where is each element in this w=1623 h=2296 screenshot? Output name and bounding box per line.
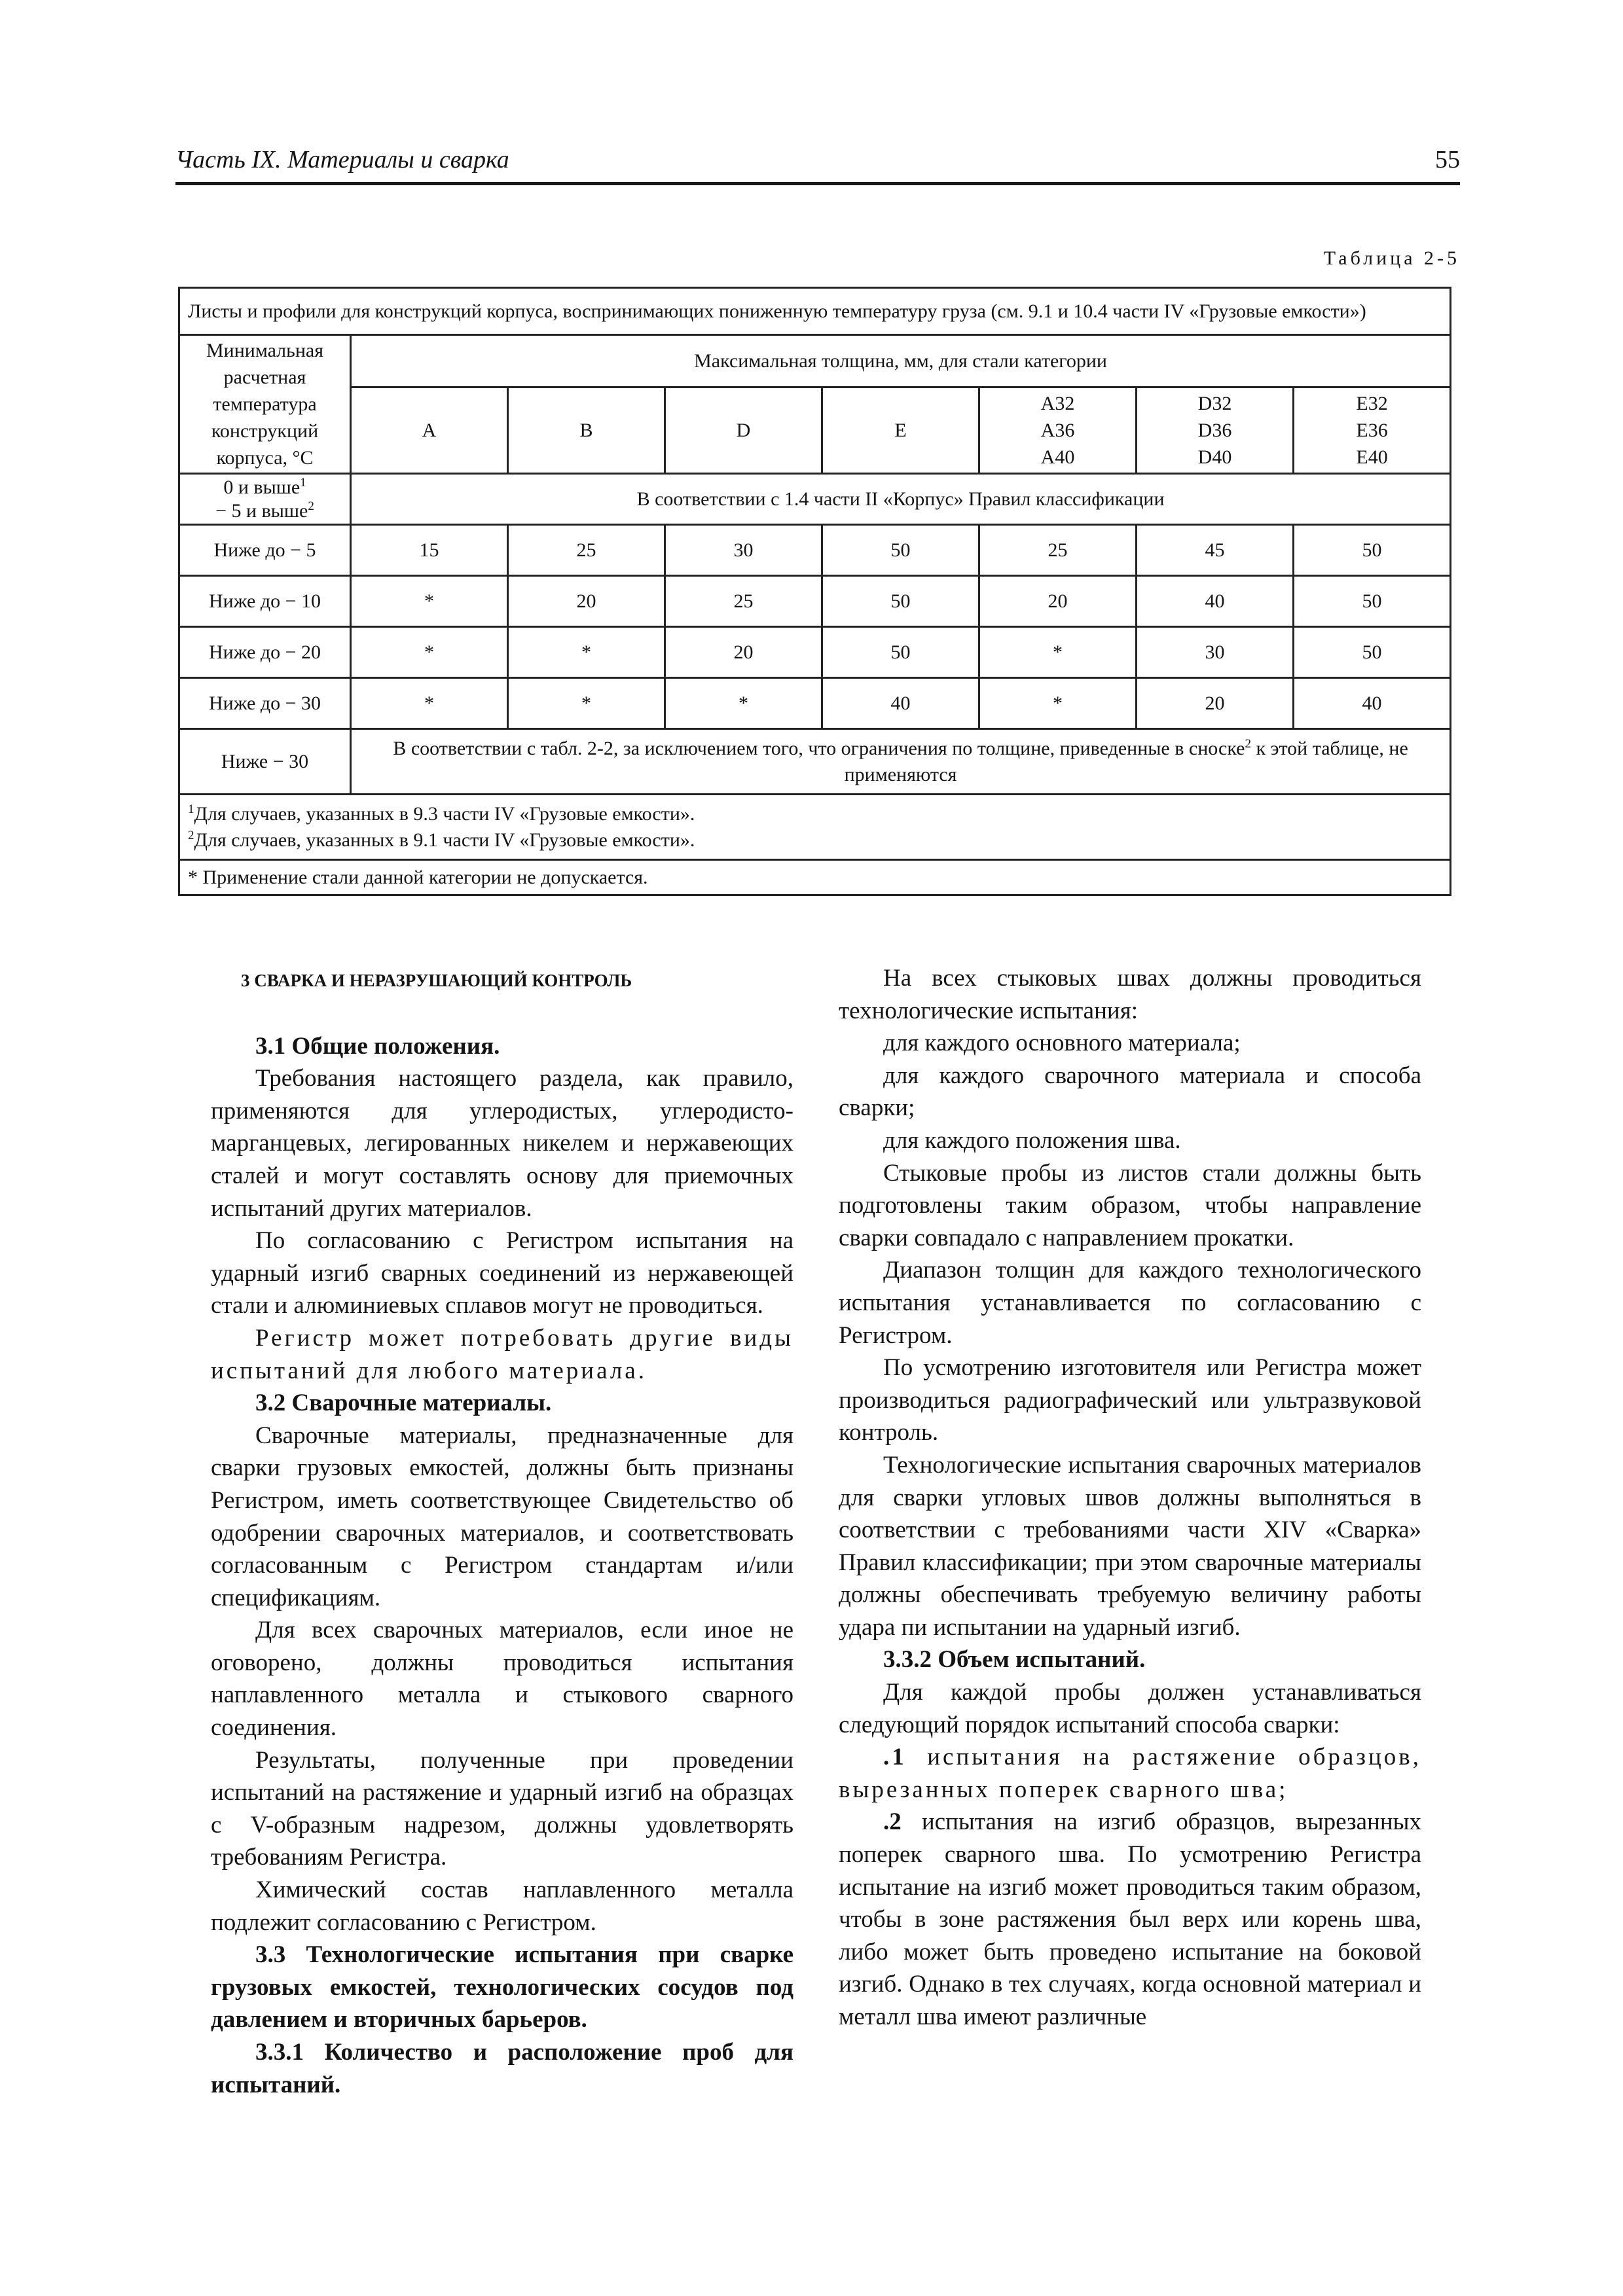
category-header-row	[179, 387, 1451, 474]
heading-3-3-1: 3.3.1 Количество и расположение проб для испытаний.	[211, 2039, 793, 2098]
paragraph: Регистр может потребовать другие виды испытаний для любого материала.	[211, 1324, 793, 1384]
paragraph: Стыковые пробы из листов стали должны быть подготовлены таким образом, чтобы направление сварки совпадало с направлением прокатки.	[839, 1159, 1421, 1251]
table-cell: 50	[1294, 525, 1451, 576]
paragraph: для каждого основного материала;	[883, 1030, 1241, 1057]
table-row	[179, 678, 1451, 729]
row-label: Ниже до − 30	[179, 678, 351, 729]
table-cell: *	[979, 678, 1137, 729]
table-cell: *	[508, 678, 665, 729]
table-title: Листы и профили для конструкций корпуса, воспринимающих пониженную температуру груза (см. 9.1 и 10.4 части IV «Грузовые емкости»)	[179, 288, 1451, 335]
table-cell: 25	[979, 525, 1137, 576]
row-label: Ниже до − 10	[179, 576, 351, 627]
table-cell: 20	[508, 576, 665, 627]
category-header: A32 A36 A40	[979, 387, 1137, 474]
paragraph: Результаты, полученные при проведении испытаний на растяжение и ударный изгиб на образцах с V-образным надрезом, должны удовлетворять требованиям Регистра.	[211, 1746, 793, 1871]
heading-3-3-2: 3.3.2 Объем испытаний.	[883, 1646, 1146, 1674]
category-header: D32 D36 D40	[1137, 387, 1294, 474]
table-cell: *	[351, 576, 508, 627]
right-column	[839, 962, 1421, 2034]
paragraph: Диапазон толщин для каждого технологического испытания устанавливается по согласованию с Регистром.	[839, 1257, 1421, 1349]
row-zero-text: В соответствии с 1.4 части II «Корпус» Правил классификации	[351, 474, 1451, 525]
table-cell: 40	[1137, 576, 1294, 627]
table-cell: 40	[1294, 678, 1451, 729]
row-last-label: Ниже − 30	[179, 729, 351, 795]
table-cell: 50	[1294, 576, 1451, 627]
table-cell: 50	[822, 576, 979, 627]
paragraph: Для всех сварочных материалов, если иное не оговорено, должны проводиться испытания наплавленного металла и стыкового сварного соединения.	[211, 1617, 793, 1742]
paragraph: Химический состав наплавленного металла подлежит согласованию с Регистром.	[211, 1876, 793, 1936]
row-label: Ниже до − 20	[179, 627, 351, 678]
table-cell: 50	[822, 627, 979, 678]
table-cell: 50	[1294, 627, 1451, 678]
paragraph: Сварочные материалы, предназначенные для сварки грузовых емкостей, должны быть признаны Регистром, иметь соответствующее Свидетельство об одобрении сварочных материалов, и соответствовать согласованным с Регистром стандартам и/или спецификациям.	[211, 1422, 793, 1611]
table-cell: 20	[665, 627, 822, 678]
heading-3-1: 3.1 Общие положения.	[255, 1032, 500, 1060]
table-cell: *	[665, 678, 822, 729]
heading-3-2: 3.2 Сварочные материалы.	[255, 1390, 552, 1417]
table-cell: *	[508, 627, 665, 678]
table-cell: *	[351, 678, 508, 729]
table-cell: *	[351, 627, 508, 678]
table-row	[179, 576, 1451, 627]
category-header: D	[665, 387, 822, 474]
table-cell: 20	[979, 576, 1137, 627]
page-number: 55	[1435, 146, 1460, 173]
row-last-text: В соответствии с табл. 2-2, за исключением того, что ограничения по толщине, приведенные в сноске$^2$ к этой таблице, не применяются	[351, 729, 1451, 795]
table-cell: 25	[665, 576, 822, 627]
footnotes-cell: $^1$Для случаев, указанных в 9.3 части IV «Грузовые емкости». $^2$Для случаев, указанных в 9.1 части IV «Грузовые емкости».	[179, 795, 1451, 860]
table-caption: Таблица 2-5	[1323, 247, 1460, 269]
left-column	[211, 962, 793, 2101]
paragraph: По усмотрению изготовителя или Регистра может производиться радиографический или ультразвуковой контроль.	[839, 1354, 1421, 1446]
category-header: E32 E36 E40	[1294, 387, 1451, 474]
page-header	[175, 143, 1460, 185]
table-data-rows	[179, 525, 1451, 729]
table-row	[179, 525, 1451, 576]
paragraph: На всех стыковых швах должны проводиться технологические испытания:	[839, 965, 1421, 1024]
table-cell: 50	[822, 525, 979, 576]
table-cell: 30	[665, 525, 822, 576]
row-label: Ниже до − 5	[179, 525, 351, 576]
section-title: 3 СВАРКА И НЕРАЗРУШАЮЩИЙ КОНТРОЛЬ	[241, 971, 632, 990]
paragraph: для каждого сварочного материала и способа сварки;	[839, 1062, 1421, 1122]
table-cell: 45	[1137, 525, 1294, 576]
list-item-2: .2 испытания на изгиб образцов, вырезанных поперек сварного шва. По усмотрению Регистра испытание на изгиб может проводиться таким образом, чтобы в зоне растяжения был верх или корень шва, либо может быть проведено испытание на боковой изгиб. Однако в тех случаях, когда основной материал и металл шва имеют различные	[839, 1808, 1421, 2030]
list-item-1: .1 испытания на растяжение образцов, вырезанных поперек сварного шва;	[839, 1744, 1421, 1803]
category-header: A	[351, 387, 508, 474]
paragraph: для каждого положения шва.	[883, 1126, 1181, 1154]
paragraph: Для каждой пробы должен устанавливаться следующий порядок испытаний способа сварки:	[839, 1679, 1421, 1738]
category-header: B	[508, 387, 665, 474]
table-cell: 20	[1137, 678, 1294, 729]
row-zero-label: 0 и выше$^1$ − 5 и выше$^2$	[179, 474, 351, 525]
table-cell: *	[979, 627, 1137, 678]
paragraph: По согласованию с Регистром испытания на ударный изгиб сварных соединений из нержавеющей стали и алюминиевых сплавов могут не проводиться.	[211, 1227, 793, 1319]
star-note: * Применение стали данной категории не допускается.	[179, 860, 1451, 895]
thickness-group-header: Максимальная толщина, мм, для стали категории	[351, 335, 1451, 387]
table-row	[179, 627, 1451, 678]
table-cell: 40	[822, 678, 979, 729]
paragraph: Технологические испытания сварочных материалов для сварки угловых швов должны выполняться в соответствии с требованиями части XIV «Сварка» Правил классификации; при этом сварочные материалы должны обеспечивать требуемую величину работы удара пи испытании на ударный изгиб.	[839, 1451, 1421, 1641]
table-cell: 15	[351, 525, 508, 576]
category-header: E	[822, 387, 979, 474]
heading-3-3: 3.3 Технологические испытания при сварке грузовых емкостей, технологических сосудов под давлением и вторичных барьеров.	[211, 1941, 793, 2034]
temperature-column-header: Минимальная расчетная температура конструкций корпуса, °С	[179, 335, 351, 474]
running-title: Часть IX. Материалы и сварка	[175, 146, 509, 173]
table-cell: 25	[508, 525, 665, 576]
table-cell: 30	[1137, 627, 1294, 678]
steel-thickness-table	[178, 287, 1451, 896]
paragraph: Требования настоящего раздела, как правило, применяются для углеродистых, углеродисто-марганцевых, легированных никелем и нержавеющих сталей и могут составлять основу для приемочных испытаний других материалов.	[211, 1065, 793, 1222]
